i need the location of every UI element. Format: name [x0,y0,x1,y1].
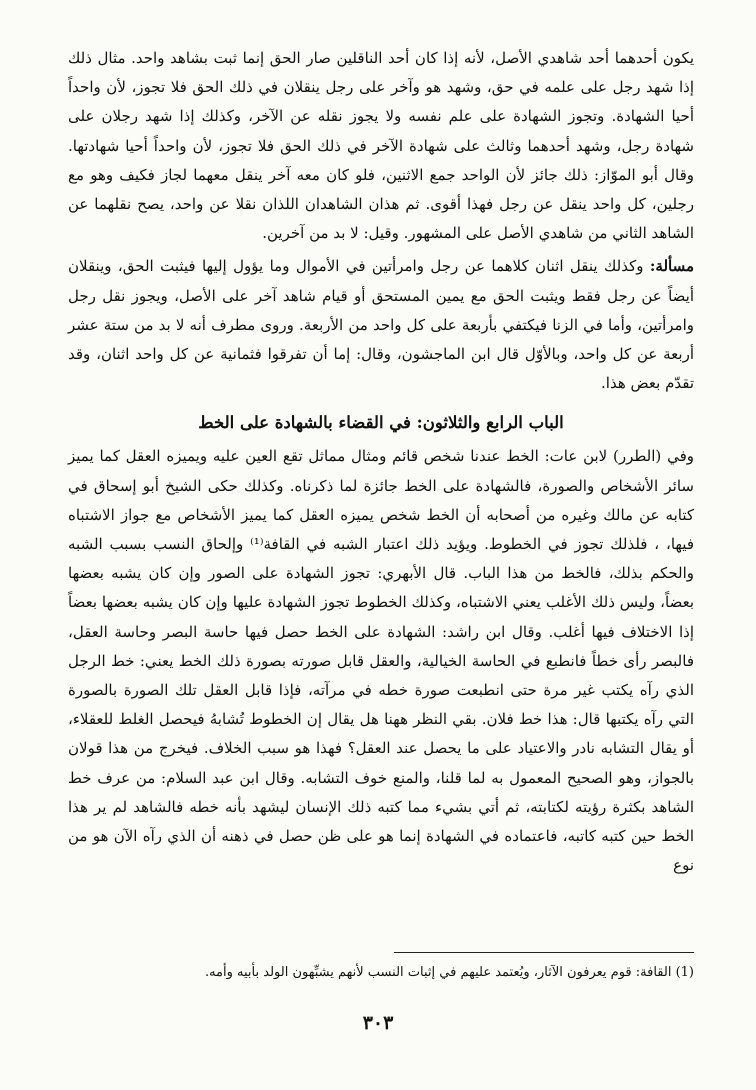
footnote: (1) القافة: قوم يعرفون الآثار، ويُعتمد عليهم في إثبات النسب لأنهم يشبِّهون الولد بأبيه وأمه. [204,965,694,980]
paragraph-mas-ala [68,252,694,398]
paragraph-1: يكون أحدهما أحد شاهدي الأصل، لأنه إذا كان أحد الناقلين صار الحق إنما ثبت بشاهد واحد. مثال ذلك إذا شهد رجل على علمه في حق، وشهد هو وآخر على رجل ينقلان في ذلك الحق فلا تجوز، لأن واحداً أحيا الشهادة. وتجوز الشهادة على علم نفسه ولا يجوز نقله عن الآخر، وكذلك إذا شهد رجلان على شهادة رجل، وشهد أحدهما وثالث على شهادة الآخر في ذلك الحق فلا تجوز، لأن واحداً أحيا شهادتها. وقال أبو الموّاز: ذلك جائز لأن الواحد جمع الاثنين، فلو كان معه آخر ينقل معهما لجاز فكيف وهو مع رجلين، كل واحد ينقل عن رجل فهذا أقوى. ثم هذان الشاهدان اللذان نقلا عن واحد، يصح نقلهما عن الشاهد الثاني من شاهدي الأصل على المشهور. وقيل: لا بد من آخرين. [68,49,694,243]
footnote-divider [394,952,694,953]
mas-ala-lead: مسألة: [649,257,694,276]
chapter-body: وفي (الطرر) لابن عات: الخط عندنا شخص قائم ومثال مماثل تقع العين عليه ويميزه العقل كما يميز سائر الأشخاص والصورة، فالشهادة على الخط جائزة لما ذكرناه. وكذلك حكى الشيخ أبو إسحاق في كتابه عن مالك وغيره من أصحابه أن الخط شخص يميزه العقل كما يميز الأشخاص مع جواز الاشتباه فيها، ، فلذلك تجوز في الخطوط. ويؤيد ذلك اعتبار الشبه في القافة⁽¹⁾ وإلحاق النسب بسبب الشبه والحكم بذلك، فالخط من هذا الباب. قال الأبهري: تجوز الشهادة على الصور وإن كان يشبه بعضها بعضاً، وليس ذلك الأغلب يعني الاشتباه، وكذلك الخطوط تجوز الشهادة عليها وإن كان يشبه بعضها بعضاً إذا الاختلاف فيها أغلب. وقال ابن راشد: الشهادة على الخط حصل فيها حاسة البصر وحاسة العقل، فالبصر رأى خطاً فانطبع في الحاسة الخيالية، والعقل قابل صورته بصورة ذلك الخط يعني: خط الرجل الذي رآه يكتب غير مرة حتى انطبعت صورة خطه في مرآته، فإذا قابل العقل تلك الصورة بالصورة التي رآه يكتبها قال: هذا خط فلان. بقي النظر ههنا هل يقال إن الخطوط تُشابهُ فيحصل الغلط للعقلاء، أو يقال التشابه نادر والاعتياد على ما يحصل عند العقل؟ فهذا هو سبب الخلاف. فيخرج من هذا قولان بالجواز، وهو الصحيح المعمول به لما قلنا، والمنع خوف التشابه. وقال ابن عبد السلام: من عرف خط الشاهد بكثرة رؤيته لكتابته، ثم أتي بشيء مما كتبه ذلك الإنسان ليشهد بأنه خطه فالشاهد لم ير هذا الخط حين كتبه كاتبه، فاعتماده في الشهادة إنما هو على ظن حصل في ذهنه أن الذي رآه الآن هو من نوع [68,447,694,875]
page-number: ٣٠٣ [362,1012,394,1034]
mas-ala-text: وكذلك ينقل اثنان كلاهما عن رجل وامرأتين في الأموال وما يؤول إليها فيثبت الحق، وينقلان أيضاً عن رجل فقط ويثبت الحق مع يمين المستحق أو قيام شاهد آخر على الأصل، ويجوز نقل رجل وامرأتين، وأما في الزنا فيكتفي بأربعة على كل واحد من الأربعة. وروى مطرف أنه لا بد من ستة عشر أربعة عن كل واحد، وبالأوّل قال ابن الماجشون، وقال: إما أن تفرقوا فثمانية عن كل واحد اثنان، وقد تقدّم بعض هذا. [68,257,694,393]
chapter-heading: الباب الرابع والثلاثون: في القضاء بالشهادة على الخط [198,413,564,433]
